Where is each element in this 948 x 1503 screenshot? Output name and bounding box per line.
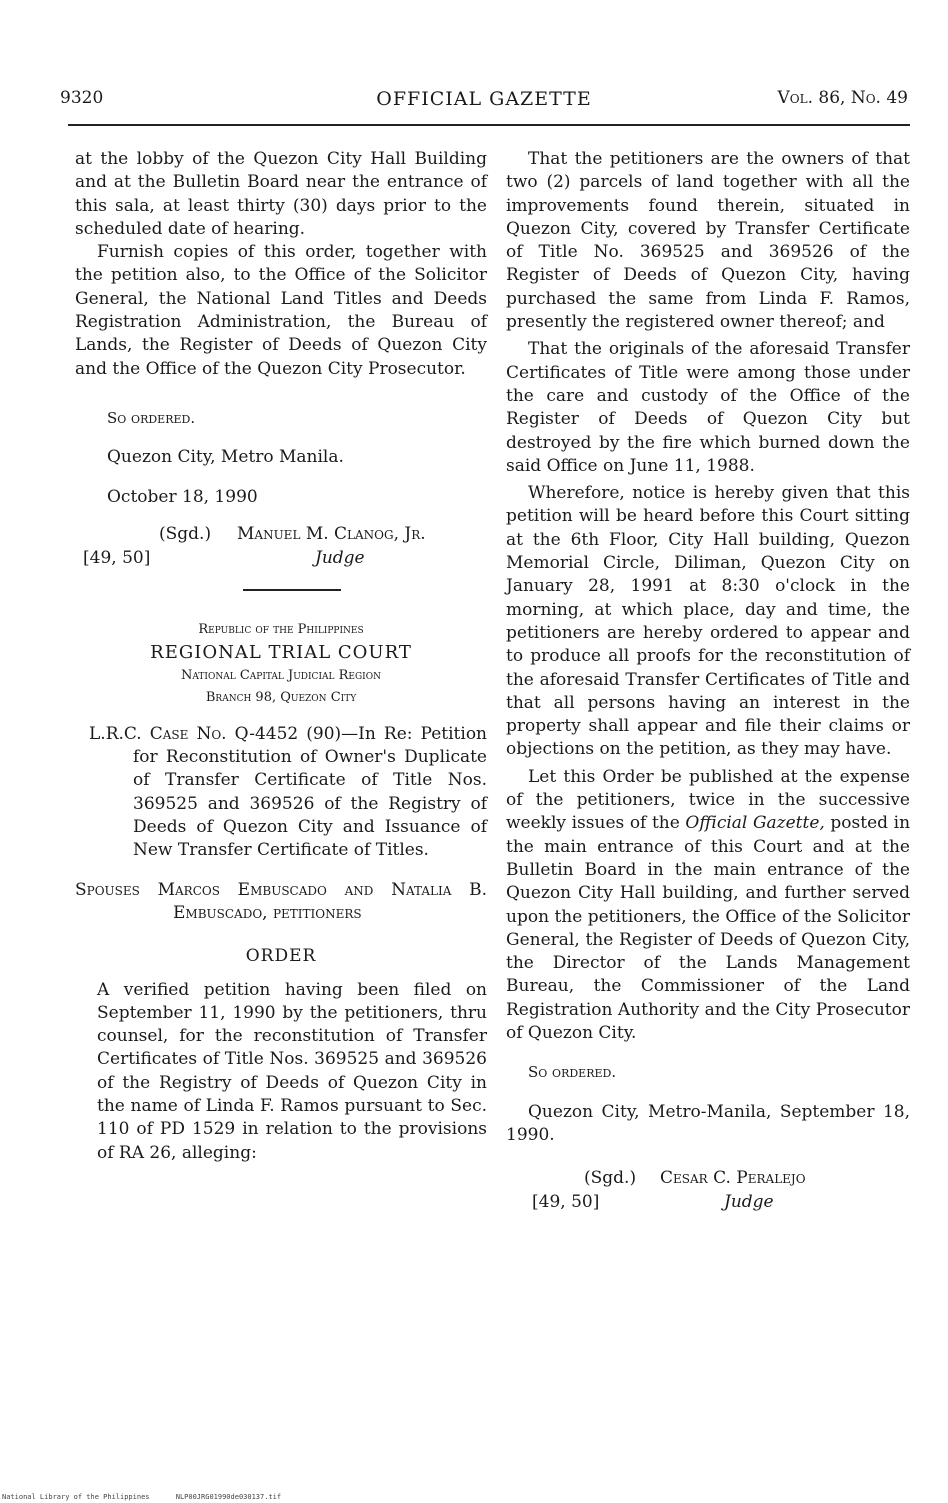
signed-mark: (Sgd.) (584, 1168, 637, 1189)
court-caption (75, 619, 487, 709)
paragraph (506, 766, 910, 1046)
caption-branch: Branch 98, Quezon City (205, 689, 357, 705)
paragraph: That the petitioners are the owners of that two (2) parcels of land together with all the improvements found therein, situated in Quezon City, covered by Transfer Certificate of Title No. 369525 and 369526 of the Register of Deeds of Quezon City, having purchased the same from Linda F. Ramos, presently the registered owner thereof; and (506, 149, 910, 333)
paragraph: Wherefore, notice is hereby given that this petition will be heard before this Court sitting at the 6th Floor, City Hall building, Quezon Memorial Circle, Diliman, Quezon City on January 28, 1991 at 8:30 o'clock in the morning, at which place, day and time, the petitioners are hereby ordered to appear and to produce all proofs for the reconstitution of the aforesaid Transfer Certificates of Title and that all persons having an interest in the property shall appear and file their claims or objections on the petition, as they may have. (506, 483, 910, 760)
caption-region: National Capital Judicial Region (181, 667, 381, 683)
left-column (75, 148, 487, 1165)
order-text: A verified petition having been filed on September 11, 1990 by the petitioners, thru counsel, for the reconstitution of Transfer Certificates of Title Nos. 369525 and 369526 of the Registry of Deeds of Quezon City in the name of Linda F. Ramos pursuant to Sec. 110 of PD 1529 in relation to the provisions of RA 26, alleging: (97, 979, 487, 1163)
so-ordered: So ordered. (528, 1063, 617, 1082)
judge-title: Judge (724, 1192, 774, 1213)
section-divider (243, 589, 341, 591)
paragraph: That the originals of the aforesaid Transfer Certificates of Title were among those under the care and custody of the Office of the Register of Deeds of Quezon City but destroyed by the fire which burned down the said Office on June 11, 1988. (506, 339, 910, 476)
signed-mark: (Sgd.) (159, 523, 212, 544)
signature-block (506, 1167, 910, 1227)
library-credit: National Library of the Philippines (2, 1493, 150, 1501)
scan-footer (2, 1493, 303, 1501)
petitioners: Spouses Marcos Embuscado and Natalia B. Embuscado, petitioners (75, 879, 487, 923)
right-column (506, 148, 910, 1227)
signature-block (75, 523, 487, 573)
volume-number: Vol. 86, No. 49 (777, 88, 908, 108)
place-date: Quezon City, Metro-Manila, September 18, 1990. (506, 1101, 910, 1145)
publish-text-a: Let this Order be published at the expense of the petitioners, twice in the successive weekly issues of the (506, 766, 910, 834)
publication-title: OFFICIAL GAZETTE (376, 88, 592, 110)
judge-name: Manuel M. Clanog, Jr. (237, 523, 426, 544)
paragraph: Furnish copies of this order, together with the petition also, to the Office of the Solicitor General, the National Land Titles and Deeds Registration Administration, the Bureau of Lands, the Register of Deeds of Quezon City and the Office of the Quezon City Prosecutor. (75, 242, 487, 379)
judge-name: Cesar C. Peralejo (660, 1168, 806, 1189)
paragraph: at the lobby of the Quezon City Hall Building and at the Bulletin Board near the entrance of this sala, at least thirty (30) days prior to the scheduled date of hearing. (75, 149, 487, 239)
judge-title: Judge (315, 547, 365, 568)
publish-text-b: posted in the main entrance of this Court and at the Bulletin Board in the main entrance of the Quezon City Hall building, and further served upon the petitioners, the Office of the Solicitor General, the Register of Deeds of Quezon City, the Director of the Lands Management Bureau, the Commissioner of the Land Registration Authority and the City Prosecutor of Quezon City. (506, 813, 911, 1043)
date: October 18, 1990 (107, 486, 258, 507)
header-rule (68, 124, 910, 126)
file-name: NLP00JRG01990de030137.tif (175, 1493, 282, 1501)
order-heading: ORDER (245, 946, 317, 967)
so-ordered: So ordered. (107, 408, 196, 427)
issue-reference: [49, 50] (83, 547, 151, 568)
issue-reference: [49, 50] (532, 1192, 600, 1213)
case-text: Q-4452 (90)—In Re: Petition for Reconstitution of Owner's Duplicate of Transfer Certificate of Title Nos. 369525 and 369526 of the Registry of Deeds of Quezon City and Issuance of New Transfer Certificate of Titles. (133, 723, 488, 861)
gazette-name: Official Gazette, (685, 813, 825, 834)
case-title (89, 723, 487, 863)
caption-republic: Republic of the Philippines (198, 621, 364, 637)
caption-court: REGIONAL TRIAL COURT (150, 641, 412, 663)
page-header (60, 88, 908, 116)
place: Quezon City, Metro Manila. (107, 447, 344, 468)
page-number: 9320 (60, 88, 104, 108)
case-label: L.R.C. Case No. (89, 723, 227, 744)
